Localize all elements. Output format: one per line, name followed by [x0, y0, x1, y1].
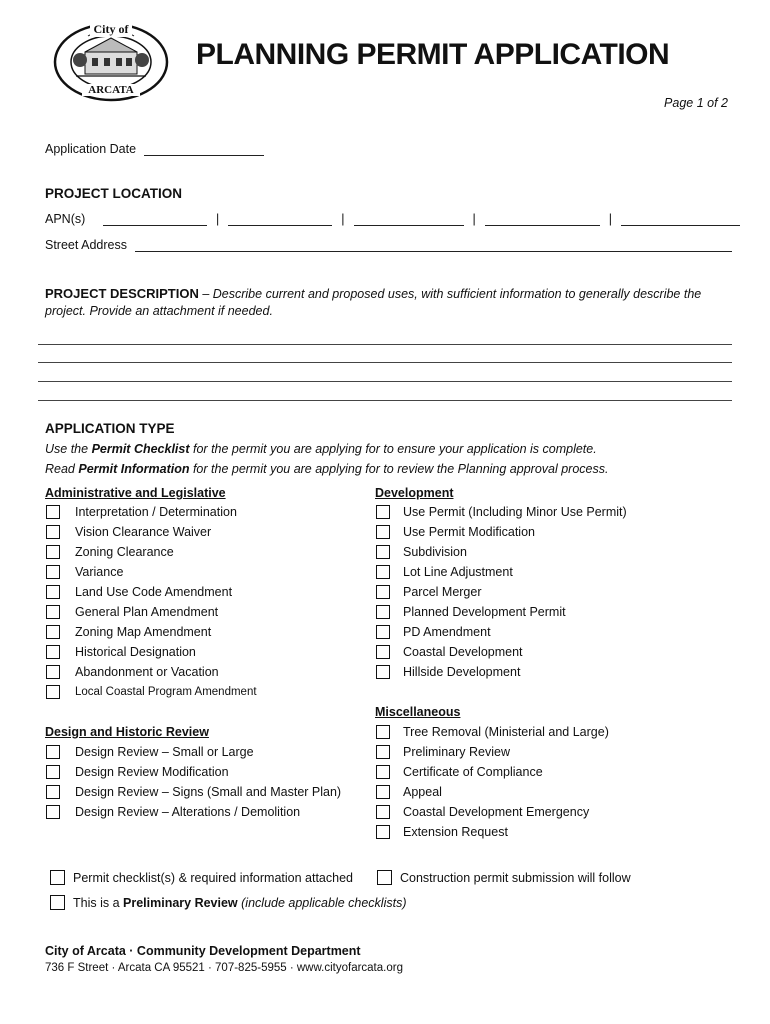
- misc-item[interactable]: [376, 724, 609, 740]
- checkbox[interactable]: [376, 725, 390, 739]
- checkbox-label: Design Review – Signs (Small and Master Plan): [75, 785, 342, 799]
- misc-item[interactable]: [376, 784, 442, 800]
- application-date-field[interactable]: [144, 143, 264, 156]
- checkbox-label: Extension Request: [403, 825, 508, 839]
- checkbox[interactable]: [376, 645, 390, 659]
- checkbox-label: Preliminary Review: [403, 745, 510, 759]
- admin-item[interactable]: [46, 684, 257, 700]
- permit-checklist-term: Permit Checklist: [91, 442, 190, 456]
- development-heading: Development: [375, 486, 454, 500]
- misc-item[interactable]: [376, 804, 589, 820]
- checkbox-label: Interpretation / Determination: [75, 505, 237, 519]
- checklist-attached-item[interactable]: [50, 870, 353, 885]
- apn-field-1[interactable]: [103, 213, 207, 226]
- checkbox[interactable]: [46, 525, 60, 539]
- checkbox-label: Vision Clearance Waiver: [75, 525, 212, 539]
- admin-item[interactable]: [46, 564, 123, 580]
- design-historic-heading: Design and Historic Review: [45, 725, 209, 739]
- project-description-heading: PROJECT DESCRIPTION: [45, 286, 199, 301]
- page-title: PLANNING PERMIT APPLICATION: [196, 38, 670, 71]
- preliminary-review-term: Preliminary Review: [123, 895, 238, 910]
- checkbox-label: Use Permit (Including Minor Use Permit): [403, 505, 627, 519]
- apn-label: APN(s): [45, 212, 86, 226]
- logo-top-text: City of: [90, 22, 132, 37]
- checkbox[interactable]: [46, 645, 60, 659]
- checkbox[interactable]: [376, 525, 390, 539]
- admin-item[interactable]: [46, 504, 237, 520]
- page-number: Page 1 of 2: [664, 96, 728, 110]
- admin-item[interactable]: [46, 664, 219, 680]
- checkbox[interactable]: [46, 505, 60, 519]
- checkbox-label: Design Review Modification: [75, 765, 229, 779]
- checkbox[interactable]: [376, 605, 390, 619]
- checkbox[interactable]: [377, 870, 392, 885]
- apn-field-5[interactable]: [621, 213, 740, 226]
- footer-department: City of Arcata · Community Development Department: [45, 944, 361, 958]
- checkbox-label: Parcel Merger: [403, 585, 482, 599]
- checkbox[interactable]: [46, 805, 60, 819]
- checkbox[interactable]: [50, 870, 65, 885]
- checkbox[interactable]: [376, 765, 390, 779]
- checkbox-label: Historical Designation: [75, 645, 196, 659]
- text: This is a: [73, 895, 124, 910]
- checkbox[interactable]: [46, 685, 60, 699]
- development-item[interactable]: [376, 664, 520, 680]
- admin-item[interactable]: [46, 644, 196, 660]
- checkbox[interactable]: [376, 545, 390, 559]
- checkbox-label: Coastal Development Emergency: [403, 805, 590, 819]
- description-line-1[interactable]: [38, 344, 732, 345]
- development-item[interactable]: [376, 504, 627, 520]
- checkbox[interactable]: [46, 765, 60, 779]
- permit-information-instruction: [45, 462, 608, 476]
- development-item[interactable]: [376, 644, 523, 660]
- checkbox[interactable]: [376, 825, 390, 839]
- checkbox-label: Land Use Code Amendment: [75, 585, 233, 599]
- apn-separator: |: [341, 212, 345, 226]
- apn-separator: |: [472, 212, 476, 226]
- checkbox-label: PD Amendment: [403, 625, 491, 639]
- misc-item[interactable]: [376, 824, 508, 840]
- instruction-text: for the permit you are applying for to ensure your application is complete.: [189, 442, 597, 456]
- instruction-text: Read: [45, 462, 79, 476]
- checkbox[interactable]: [46, 625, 60, 639]
- development-item[interactable]: [376, 624, 491, 640]
- street-address-row: [45, 238, 732, 252]
- admin-item[interactable]: [46, 604, 218, 620]
- project-description-intro: [45, 285, 735, 320]
- miscellaneous-heading: Miscellaneous: [375, 705, 461, 719]
- checkbox[interactable]: [376, 745, 390, 759]
- checkbox-label: Design Review – Alterations / Demolition: [75, 805, 301, 819]
- checkbox[interactable]: [376, 505, 390, 519]
- footer-address: 736 F Street · Arcata CA 95521 · 707-825-5955 · www.cityofarcata.org: [45, 962, 403, 974]
- misc-item[interactable]: [376, 764, 543, 780]
- street-address-label: Street Address: [45, 238, 127, 252]
- apn-separator: |: [608, 212, 612, 226]
- description-line-2[interactable]: [38, 362, 732, 363]
- checkbox[interactable]: [46, 665, 60, 679]
- checklist-attached-label: Permit checklist(s) & required information attached: [73, 870, 353, 885]
- checkbox-label: Coastal Development: [403, 645, 523, 659]
- checkbox-label: Subdivision: [403, 545, 467, 559]
- apn-field-3[interactable]: [354, 213, 464, 226]
- development-item[interactable]: [376, 524, 535, 540]
- admin-item[interactable]: [46, 624, 211, 640]
- checkbox[interactable]: [376, 805, 390, 819]
- checkbox[interactable]: [376, 585, 390, 599]
- design-item[interactable]: [46, 744, 254, 760]
- apn-row: [45, 212, 740, 226]
- checkbox[interactable]: [376, 665, 390, 679]
- project-description-instructions: – Describe current and proposed uses, with sufficient information to generally describe the project. Provide an attachment if needed.: [45, 287, 702, 318]
- instruction-text: for the permit you are applying for to review the Planning approval process.: [189, 462, 609, 476]
- project-location-heading: PROJECT LOCATION: [45, 186, 183, 201]
- checkbox[interactable]: [46, 745, 60, 759]
- checkbox[interactable]: [46, 785, 60, 799]
- apn-field-4[interactable]: [485, 213, 600, 226]
- checkbox-label: Design Review – Small or Large: [75, 745, 254, 759]
- construction-follow-label: Construction permit submission will follow: [400, 870, 631, 885]
- logo-bottom-text: ARCATA: [82, 84, 140, 96]
- checkbox-label: Abandonment or Vacation: [75, 665, 219, 679]
- checkbox-label: Lot Line Adjustment: [403, 565, 513, 579]
- checkbox-label: Appeal: [403, 785, 442, 799]
- admin-legislative-heading: Administrative and Legislative: [45, 486, 226, 500]
- checkbox-label: Zoning Map Amendment: [75, 625, 212, 639]
- construction-follow-item[interactable]: [377, 870, 631, 885]
- development-item[interactable]: [376, 544, 467, 560]
- admin-item[interactable]: [46, 544, 174, 560]
- checkbox[interactable]: [376, 785, 390, 799]
- checkbox[interactable]: [376, 565, 390, 579]
- design-item[interactable]: [46, 764, 229, 780]
- checkbox[interactable]: [46, 545, 60, 559]
- development-item[interactable]: [376, 564, 513, 580]
- application-type-heading: APPLICATION TYPE: [45, 421, 175, 436]
- description-line-3[interactable]: [38, 381, 732, 382]
- design-item[interactable]: [46, 784, 341, 800]
- checkbox-label: Variance: [75, 565, 124, 579]
- application-date-label: Application Date: [45, 142, 137, 156]
- apn-field-2[interactable]: [228, 213, 332, 226]
- checkbox-label: Local Coastal Program Amendment: [75, 686, 257, 698]
- description-line-4[interactable]: [38, 400, 732, 401]
- checkbox-label: Planned Development Permit: [403, 605, 566, 619]
- admin-item[interactable]: [46, 524, 211, 540]
- checkbox-label: Tree Removal (Ministerial and Large): [403, 725, 609, 739]
- development-item[interactable]: [376, 584, 482, 600]
- checkbox-label: Certificate of Compliance: [403, 765, 543, 779]
- design-item[interactable]: [46, 804, 300, 820]
- checkbox[interactable]: [46, 565, 60, 579]
- text: (include applicable checklists): [237, 895, 407, 910]
- city-seal-logo: [52, 22, 170, 102]
- checkbox[interactable]: [376, 625, 390, 639]
- checkbox-label: General Plan Amendment: [75, 605, 219, 619]
- preliminary-review-item[interactable]: [50, 895, 407, 910]
- checkbox[interactable]: [46, 605, 60, 619]
- permit-checklist-instruction: [45, 442, 597, 456]
- checkbox-label: Zoning Clearance: [75, 545, 174, 559]
- street-address-field[interactable]: [135, 239, 732, 252]
- application-date-row: [45, 142, 264, 156]
- checkbox[interactable]: [50, 895, 65, 910]
- permit-information-term: Permit Information: [78, 462, 190, 476]
- instruction-text: Use the: [45, 442, 92, 456]
- development-item[interactable]: [376, 604, 566, 620]
- apn-separator: |: [216, 212, 220, 226]
- checkbox-label: Hillside Development: [403, 665, 521, 679]
- preliminary-review-label: [73, 896, 407, 910]
- misc-item[interactable]: [376, 744, 510, 760]
- checkbox-label: Use Permit Modification: [403, 525, 535, 539]
- admin-item[interactable]: [46, 584, 232, 600]
- checkbox[interactable]: [46, 585, 60, 599]
